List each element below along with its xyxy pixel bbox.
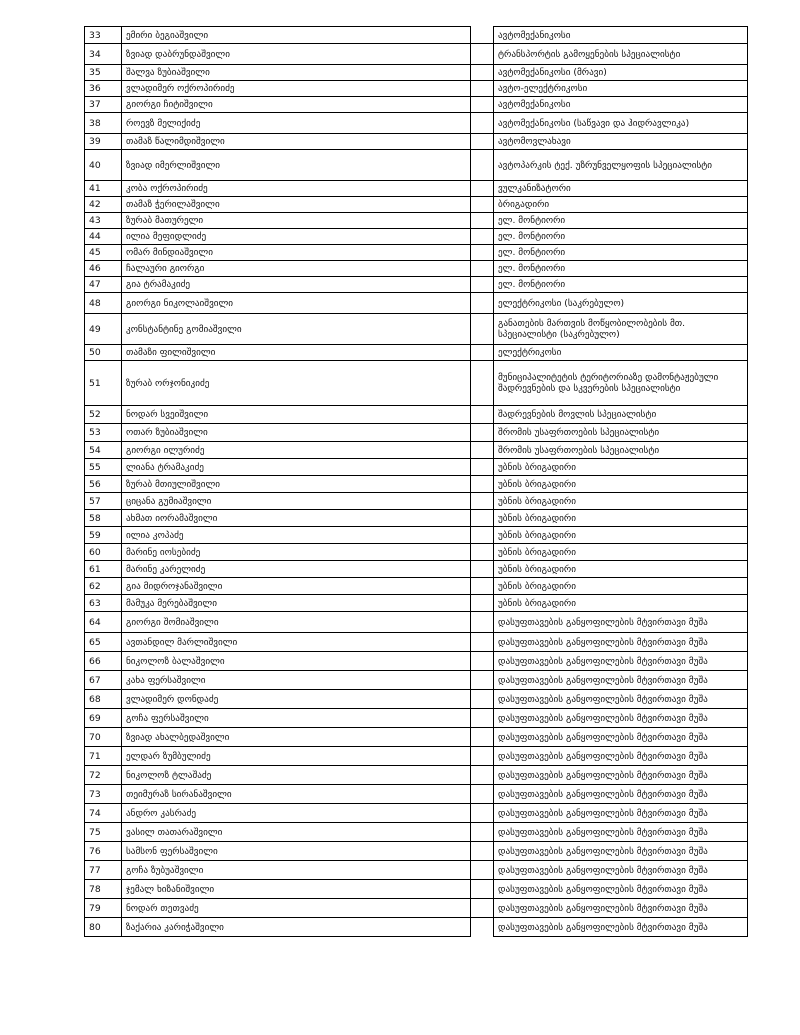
employee-name: მარინე კარელიძე [122, 561, 471, 578]
column-gap [471, 899, 494, 918]
employee-name: ნოდარ სვეიშვილი [122, 406, 471, 424]
employee-name: როევზ მელიქიძე [122, 113, 471, 134]
column-gap [471, 880, 494, 899]
column-gap [471, 213, 494, 229]
column-gap [471, 595, 494, 612]
table-row [85, 823, 748, 842]
table-row [85, 213, 748, 229]
table-row [85, 766, 748, 785]
column-gap [471, 44, 494, 65]
row-number: 42 [85, 197, 122, 213]
column-gap [471, 527, 494, 544]
column-gap [471, 823, 494, 842]
column-gap [471, 476, 494, 493]
row-number: 80 [85, 918, 122, 937]
row-number: 41 [85, 181, 122, 197]
column-gap [471, 766, 494, 785]
table-row [85, 728, 748, 747]
employee-position: ავტომექანიკოსი (საწვავი და ჰიდრავლიკა) [494, 113, 748, 134]
row-number: 33 [85, 27, 122, 44]
table-row [85, 861, 748, 880]
employee-name: გიორგი ილურიძე [122, 442, 471, 459]
employee-name: გიორგი ნიკოლაიშვილი [122, 293, 471, 314]
column-gap [471, 728, 494, 747]
column-gap [471, 544, 494, 561]
table-row [85, 229, 748, 245]
column-gap [471, 424, 494, 442]
column-gap [471, 65, 494, 81]
column-gap [471, 652, 494, 671]
row-number: 43 [85, 213, 122, 229]
row-number: 58 [85, 510, 122, 527]
employee-name: ლიანა ტრამაკიძე [122, 459, 471, 476]
employee-name: ნოდარ თეთვაძე [122, 899, 471, 918]
table-row [85, 197, 748, 213]
employee-name: თამაზ წალიმდიშვილი [122, 134, 471, 150]
employee-name: ზვიად ახალბედაშვილი [122, 728, 471, 747]
column-gap [471, 747, 494, 766]
employee-position: დასუფთავების განყოფილების მტვირთავი მუშა [494, 766, 748, 785]
employee-name: გია მიდროჯანაშვილი [122, 578, 471, 595]
employee-position: შრომის უსაფრთოების სპეციალისტი [494, 442, 748, 459]
employee-position: ელ. მონტიორი [494, 213, 748, 229]
employee-position: დასუფთავების განყოფილების მტვირთავი მუშა [494, 823, 748, 842]
employee-position: დასუფთავების განყოფილების მტვირთავი მუშა [494, 709, 748, 728]
column-gap [471, 361, 494, 406]
employee-name: ვლადიმერ დონდაძე [122, 690, 471, 709]
employee-name: თეიმურაზ სირანაშვილი [122, 785, 471, 804]
employee-name: ემირი ბეგიაშვილი [122, 27, 471, 44]
table-row [85, 345, 748, 361]
employee-name: გოჩა ზუბუაშვილი [122, 861, 471, 880]
employee-position: ელ. მონტიორი [494, 229, 748, 245]
employee-name: გოჩა ფერსაშვილი [122, 709, 471, 728]
row-number: 78 [85, 880, 122, 899]
table-row [85, 918, 748, 937]
employee-position: დასუფთავების განყოფილების მტვირთავი მუშა [494, 612, 748, 633]
row-number: 72 [85, 766, 122, 785]
row-number: 66 [85, 652, 122, 671]
employee-name: მარინე იოსებიძე [122, 544, 471, 561]
table-row [85, 361, 748, 406]
employee-position: უბნის ბრიგადირი [494, 493, 748, 510]
employee-name: ზურაბ მთიულიშვილი [122, 476, 471, 493]
row-number: 57 [85, 493, 122, 510]
employee-name: გიორგი ჩიტიშვილი [122, 97, 471, 113]
table-row [85, 561, 748, 578]
employee-name: ვლადიმერ ოქროპირიძე [122, 81, 471, 97]
employee-position: ავტოპარკის ტექ. უზრუნველყოფის სპეციალისტი [494, 150, 748, 181]
employee-position: ელექტრიკოსი (საკრებულო) [494, 293, 748, 314]
row-number: 59 [85, 527, 122, 544]
employee-position: შადრევნების მოვლის სპეციალისტი [494, 406, 748, 424]
column-gap [471, 81, 494, 97]
row-number: 63 [85, 595, 122, 612]
table-row [85, 406, 748, 424]
employee-name: თამაზი ფილიშვილი [122, 345, 471, 361]
employee-name: ციცანა გუმიაშვილი [122, 493, 471, 510]
employee-name: ნიკოლოზ ბალაშვილი [122, 652, 471, 671]
row-number: 68 [85, 690, 122, 709]
column-gap [471, 493, 494, 510]
employee-name: გიორგი შომიაშვილი [122, 612, 471, 633]
row-number: 74 [85, 804, 122, 823]
table-row [85, 442, 748, 459]
row-number: 35 [85, 65, 122, 81]
table-row [85, 747, 748, 766]
employee-position: ვულკანიზატორი [494, 181, 748, 197]
employee-position: დასუფთავების განყოფილების მტვირთავი მუშა [494, 918, 748, 937]
table-row [85, 81, 748, 97]
employee-position: დასუფთავების განყოფილების მტვირთავი მუშა [494, 633, 748, 652]
table-row [85, 134, 748, 150]
column-gap [471, 842, 494, 861]
table-row [85, 314, 748, 345]
employee-position: დასუფთავების განყოფილების მტვირთავი მუშა [494, 652, 748, 671]
table-row [85, 804, 748, 823]
employee-position: უბნის ბრიგადირი [494, 578, 748, 595]
column-gap [471, 709, 494, 728]
column-gap [471, 197, 494, 213]
employee-position: დასუფთავების განყოფილების მტვირთავი მუშა [494, 842, 748, 861]
column-gap [471, 459, 494, 476]
employee-name: ჩალაური გიორგი [122, 261, 471, 277]
table-row [85, 493, 748, 510]
employee-position: დასუფთავების განყოფილების მტვირთავი მუშა [494, 690, 748, 709]
row-number: 76 [85, 842, 122, 861]
employee-position: ავტომექანიკოსი [494, 97, 748, 113]
table-row [85, 65, 748, 81]
employee-name: ნიკოლოზ ტლაშაძე [122, 766, 471, 785]
employee-name: ზურაბ ორჯონიკიძე [122, 361, 471, 406]
employee-position: მუნიციპალიტეტის ტერიტორიაზე დამონტაჟებული შადრევნების და სკვერების სპეციალისტი [494, 361, 748, 406]
row-number: 70 [85, 728, 122, 747]
employee-name: კონსტანტინე გომიაშვილი [122, 314, 471, 345]
row-number: 56 [85, 476, 122, 493]
table-row [85, 785, 748, 804]
table-row [85, 44, 748, 65]
column-gap [471, 277, 494, 293]
employee-position: შრომის უსაფრთოების სპეციალისტი [494, 424, 748, 442]
column-gap [471, 181, 494, 197]
staff-table [84, 26, 748, 937]
employee-position: ელ. მონტიორი [494, 261, 748, 277]
column-gap [471, 510, 494, 527]
row-number: 61 [85, 561, 122, 578]
table-row [85, 652, 748, 671]
row-number: 47 [85, 277, 122, 293]
staff-table-body [85, 27, 748, 937]
employee-name: შალვა ზუბიაშვილი [122, 65, 471, 81]
row-number: 71 [85, 747, 122, 766]
employee-position: დასუფთავების განყოფილების მტვირთავი მუშა [494, 728, 748, 747]
column-gap [471, 442, 494, 459]
column-gap [471, 690, 494, 709]
table-row [85, 181, 748, 197]
column-gap [471, 345, 494, 361]
employee-name: ახმათ იორამაშვილი [122, 510, 471, 527]
table-row [85, 842, 748, 861]
employee-position: ავტომოვლახავი [494, 134, 748, 150]
employee-name: ილია მეფიდლიძე [122, 229, 471, 245]
row-number: 49 [85, 314, 122, 345]
row-number: 34 [85, 44, 122, 65]
row-number: 62 [85, 578, 122, 595]
table-row [85, 97, 748, 113]
employee-position: დასუფთავების განყოფილების მტვირთავი მუშა [494, 880, 748, 899]
row-number: 75 [85, 823, 122, 842]
column-gap [471, 633, 494, 652]
column-gap [471, 918, 494, 937]
column-gap [471, 561, 494, 578]
employee-name: გია ტრამაკიძე [122, 277, 471, 293]
column-gap [471, 245, 494, 261]
row-number: 73 [85, 785, 122, 804]
row-number: 50 [85, 345, 122, 361]
table-row [85, 527, 748, 544]
employee-name: კახა ფერსაშვილი [122, 671, 471, 690]
employee-position: ავტომექანიკოსი [494, 27, 748, 44]
employee-name: ზურაბ მათურელი [122, 213, 471, 229]
table-row [85, 899, 748, 918]
row-number: 64 [85, 612, 122, 633]
employee-name: ზაქარია კარიჭაშვილი [122, 918, 471, 937]
employee-name: ზვიად დაბრუნდაშვილი [122, 44, 471, 65]
column-gap [471, 261, 494, 277]
table-row [85, 476, 748, 493]
row-number: 36 [85, 81, 122, 97]
row-number: 55 [85, 459, 122, 476]
table-row [85, 880, 748, 899]
column-gap [471, 671, 494, 690]
employee-name: ილია კოპაძე [122, 527, 471, 544]
employee-name: ვასილ თათარაშვილი [122, 823, 471, 842]
employee-name: სამსონ ფერსაშვილი [122, 842, 471, 861]
column-gap [471, 150, 494, 181]
employee-position: ტრანსპორტის გამოყენების სპეციალისტი [494, 44, 748, 65]
table-row [85, 27, 748, 44]
employee-position: დასუფთავების განყოფილების მტვირთავი მუშა [494, 785, 748, 804]
table-row [85, 595, 748, 612]
employee-name: ომარ მინდიაშვილი [122, 245, 471, 261]
employee-position: განათების მართვის მოწყობილობების მთ. სპეციალისტი (საკრებულო) [494, 314, 748, 345]
employee-position: ავტომექანიკოსი (მრავი) [494, 65, 748, 81]
table-row [85, 671, 748, 690]
employee-name: ჯემალ ხიზანიშვილი [122, 880, 471, 899]
employee-name: ანდრო კასრაძე [122, 804, 471, 823]
row-number: 69 [85, 709, 122, 728]
table-row [85, 150, 748, 181]
table-row [85, 245, 748, 261]
employee-name: კობა ოქროპირიძე [122, 181, 471, 197]
employee-position: ელექტრიკოსი [494, 345, 748, 361]
employee-position: დასუფთავების განყოფილების მტვირთავი მუშა [494, 861, 748, 880]
column-gap [471, 785, 494, 804]
table-row [85, 261, 748, 277]
column-gap [471, 113, 494, 134]
table-row [85, 544, 748, 561]
employee-position: დასუფთავების განყოფილების მტვირთავი მუშა [494, 671, 748, 690]
row-number: 37 [85, 97, 122, 113]
employee-position: უბნის ბრიგადირი [494, 595, 748, 612]
table-row [85, 510, 748, 527]
employee-position: უბნის ბრიგადირი [494, 459, 748, 476]
row-number: 39 [85, 134, 122, 150]
column-gap [471, 804, 494, 823]
table-row [85, 633, 748, 652]
table-row [85, 690, 748, 709]
table-row [85, 459, 748, 476]
column-gap [471, 97, 494, 113]
employee-position: ბრიგადირი [494, 197, 748, 213]
employee-position: უბნის ბრიგადირი [494, 544, 748, 561]
table-row [85, 113, 748, 134]
row-number: 48 [85, 293, 122, 314]
employee-position: უბნის ბრიგადირი [494, 527, 748, 544]
employee-position: ელ. მონტიორი [494, 277, 748, 293]
employee-name: ავთანდილ მარლიშვილი [122, 633, 471, 652]
row-number: 44 [85, 229, 122, 245]
row-number: 51 [85, 361, 122, 406]
column-gap [471, 27, 494, 44]
employee-position: უბნის ბრიგადირი [494, 476, 748, 493]
row-number: 40 [85, 150, 122, 181]
employee-position: დასუფთავების განყოფილების მტვირთავი მუშა [494, 899, 748, 918]
employee-name: მამუკა მერებაშვილი [122, 595, 471, 612]
row-number: 45 [85, 245, 122, 261]
row-number: 77 [85, 861, 122, 880]
employee-name: თამაზ ჭერილაშვილი [122, 197, 471, 213]
table-row [85, 277, 748, 293]
row-number: 53 [85, 424, 122, 442]
row-number: 54 [85, 442, 122, 459]
table-row [85, 424, 748, 442]
table-row [85, 293, 748, 314]
column-gap [471, 612, 494, 633]
employee-position: უბნის ბრიგადირი [494, 510, 748, 527]
row-number: 67 [85, 671, 122, 690]
employee-name: ოთარ ზუბიაშვილი [122, 424, 471, 442]
column-gap [471, 578, 494, 595]
row-number: 52 [85, 406, 122, 424]
table-row [85, 578, 748, 595]
employee-position: უბნის ბრიგადირი [494, 561, 748, 578]
employee-name: ელდარ ზუმბულიძე [122, 747, 471, 766]
table-row [85, 612, 748, 633]
column-gap [471, 314, 494, 345]
table-row [85, 709, 748, 728]
employee-position: დასუფთავების განყოფილების მტვირთავი მუშა [494, 747, 748, 766]
row-number: 65 [85, 633, 122, 652]
column-gap [471, 229, 494, 245]
column-gap [471, 134, 494, 150]
column-gap [471, 293, 494, 314]
column-gap [471, 861, 494, 880]
employee-position: ავტო-ელექტრიკოსი [494, 81, 748, 97]
row-number: 79 [85, 899, 122, 918]
row-number: 46 [85, 261, 122, 277]
employee-position: ელ. მონტიორი [494, 245, 748, 261]
employee-name: ზვიად იმერლიშვილი [122, 150, 471, 181]
row-number: 60 [85, 544, 122, 561]
employee-position: დასუფთავების განყოფილების მტვირთავი მუშა [494, 804, 748, 823]
row-number: 38 [85, 113, 122, 134]
column-gap [471, 406, 494, 424]
